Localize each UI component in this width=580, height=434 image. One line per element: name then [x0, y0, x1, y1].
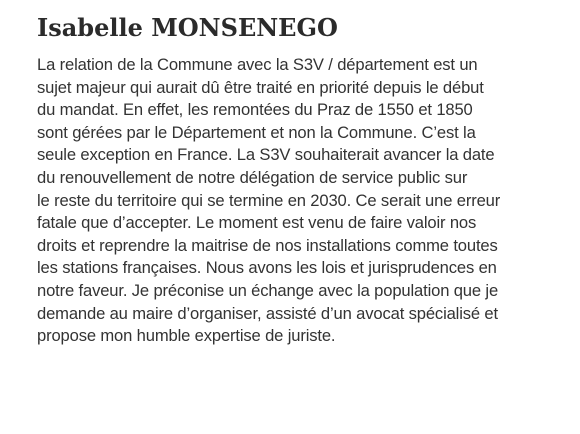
author-name: Isabelle MONSENEGO: [37, 13, 338, 42]
body-line: du mandat. En effet, les remontées du Praz de 1550 et 1850: [37, 100, 473, 120]
body-line: du renouvellement de notre délégation de service public sur: [37, 167, 468, 187]
body-line: notre faveur. Je préconise un échange avec la population que je: [37, 280, 499, 300]
body-line: seule exception en France. La S3V souhaiterait avancer la date: [37, 145, 495, 165]
body-line: propose mon humble expertise de juriste.: [37, 326, 336, 346]
body-line: fatale que d’accepter. Le moment est venu de faire valoir nos: [37, 213, 477, 233]
body-line: droits et reprendre la maitrise de nos installations comme toutes: [37, 235, 498, 255]
body-line: les stations françaises. Nous avons les lois et jurisprudences en: [37, 258, 497, 278]
body-line: La relation de la Commune avec la S3V / département est un: [37, 55, 478, 74]
body-line: sujet majeur qui aurait dû être traité en priorité depuis le début: [37, 77, 484, 97]
body-line: sont gérées par le Département et non la Commune. C’est la: [37, 122, 476, 142]
body-line: le reste du territoire qui se termine en 2030. Ce serait une erreur: [37, 190, 501, 210]
article-body: [37, 54, 558, 348]
body-line: demande au maire d’organiser, assisté d’un avocat spécialisé et: [37, 303, 498, 323]
